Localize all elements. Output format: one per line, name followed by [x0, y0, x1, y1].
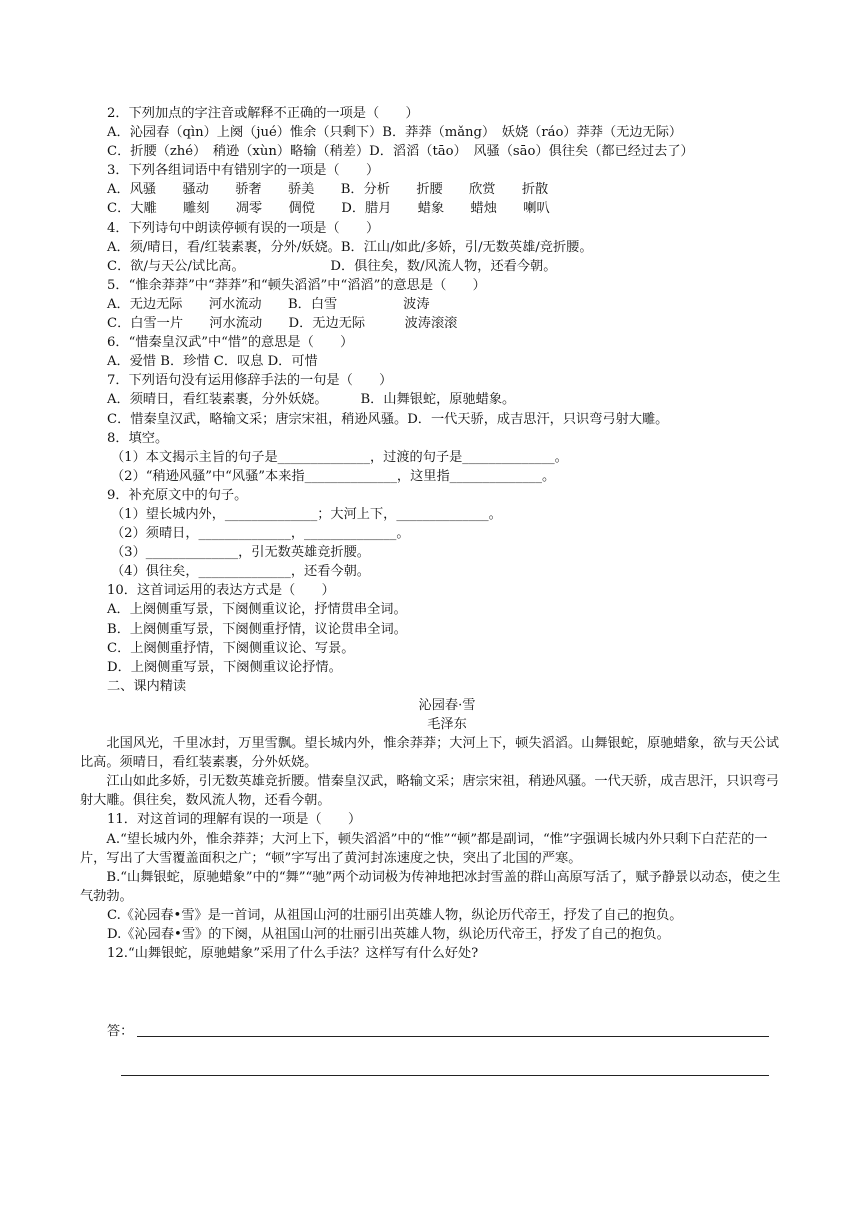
q10-option-c: C．上阕侧重抒情，下阕侧重议论、写景。 [107, 640, 355, 656]
q5-stem: 5．“惟余莽莽”中“莽莽”和“顿失滔滔”中“滔滔”的意思是（ ） [107, 277, 486, 293]
q6-options: A．爱惜 B．珍惜 C．叹息 D．可惜 [107, 354, 318, 370]
q9-blank-3[interactable]: （3）______________，引无数英雄竞折腰。 [111, 545, 370, 561]
q3-stem: 3．下列各组词语中有错别字的一项是（ ） [107, 163, 380, 179]
answer-label: 答： [107, 1024, 134, 1039]
q9-blank-1[interactable]: （1）望长城内外，______________；大河上下，______________。 [111, 506, 502, 522]
q10-stem: 10．这首词运用的表达方式是（ ） [107, 583, 335, 599]
q2-option-cd: C．折腰（zhé） 稍逊（xùn）略输（稍差）D．滔滔（tāo） 风骚（sāo）俱往矣（都已经过去了） [107, 144, 694, 160]
worksheet-body [80, 104, 787, 963]
q6-stem: 6．“惜秦皇汉武”中“惜”的意思是（ ） [107, 335, 354, 351]
section-heading-reading: 二、课内精读 [107, 678, 187, 694]
q11-option-b: B.“山舞银蛇，原驰蜡象”中的“舞”“驰”两个动词极为传神地把冰封雪盖的群山高原写活了，赋予静景以动态，使之生气勃勃。 [80, 869, 781, 904]
poem-author: 毛泽东 [427, 717, 467, 732]
q2-option-ab: A．沁园春（qìn）上阕（jué）惟余（只剩下）B．莽莽（mǎng） 妖娆（ráo）莽莽（无边无际） [107, 125, 683, 141]
q11-option-a: A.“望长城内外，惟余莽莽；大河上下，顿失滔滔”中的“惟”“顿”都是副词，“惟”字强调长城内外只剩下白茫茫的一片，写出了大雪覆盖面积之广；“顿”字写出了黄河封冻速度之快，突出了北国的严寒。 [80, 831, 768, 866]
q3-option-ab: A．风骚 骚动 骄奢 骄美 B．分析 折腰 欣赏 折散 [107, 182, 549, 198]
q2-stem: 2．下列加点的字注音或解释不正确的一项是（ ） [107, 106, 419, 121]
q11-option-d: D.《沁园春•雪》的下阕，从祖国山河的壮丽引出英雄人物，纵论历代帝王，抒发了自己的抱负。 [107, 927, 670, 943]
q4-stem: 4．下列诗句中朗读停顿有误的一项是（ ） [107, 220, 380, 236]
q4-option-cd: C．欲/与天公/试比高。 D．俱往矣，数/风流人物，还看今朝。 [107, 258, 557, 274]
q7-stem: 7．下列语句没有运用修辞手法的一句是（ ） [107, 373, 393, 389]
q12-answer-area[interactable] [107, 1020, 769, 1040]
q8-stem: 8．填空。 [107, 430, 169, 446]
q9-blank-2[interactable]: （2）须晴日，______________，______________。 [111, 526, 410, 542]
q8-blank-1[interactable]: （1）本文揭示主旨的句子是______________，过渡的句子是______________。 [111, 449, 568, 465]
q5-option-ab: A．无边无际 河水流动 B．白雪 波涛 [107, 296, 430, 312]
q9-blank-4[interactable]: （4）俱往矣，______________，还看今朝。 [111, 564, 370, 580]
answer-line-1[interactable] [137, 1036, 769, 1037]
q10-option-d: D．上阕侧重写景，下阕侧重议论抒情。 [107, 659, 342, 675]
poem-paragraph-1: 北国风光，千里冰封，万里雪飘。望长城内外，惟余莽莽；大河上下，顿失滔滔。山舞银蛇，原驰蜡象，欲与天公试比高。须晴日，看红装素裹，分外妖娆。 [80, 736, 779, 771]
q11-stem: 11．对这首词的理解有误的一项是（ ） [107, 812, 362, 828]
q4-option-ab: A．须/晴日，看/红装素裹，分外/妖娆。B．江山/如此/多娇，引/无数英雄/竞折腰。 [107, 239, 593, 255]
q12-stem: 12.“山舞银蛇，原驰蜡象”采用了什么手法？这样写有什么好处? [107, 946, 479, 962]
poem-paragraph-2: 江山如此多娇，引无数英雄竞折腰。惜秦皇汉武，略输文采；唐宗宋祖，稍逊风骚。一代天骄，成吉思汗，只识弯弓射大雕。俱往矣，数风流人物，还看今朝。 [80, 774, 779, 809]
q7-option-cd: C．惜秦皇汉武，略输文采；唐宗宋祖，稍逊风骚。D．一代天骄，成吉思汗，只识弯弓射大雕。 [107, 411, 669, 427]
poem-title: 沁园春·雪 [418, 697, 476, 713]
q10-option-a: A．上阕侧重写景，下阕侧重议论，抒情贯串全词。 [107, 602, 407, 618]
q5-option-cd: C．白雪一片 河水流动 D．无边无际 波涛滚滚 [107, 316, 458, 332]
answer-line-2[interactable] [121, 1075, 769, 1076]
q11-option-c: C.《沁园春•雪》是一首词，从祖国山河的壮丽引出英雄人物，纵论历代帝王，抒发了自己的抱负。 [107, 907, 683, 923]
q9-stem: 9．补充原文中的句子。 [107, 487, 248, 503]
q3-option-cd: C．大雕 雕刻 凋零 倜傥 D．腊月 蜡象 蜡烛 喇叭 [107, 201, 550, 217]
q8-blank-2[interactable]: （2）“稍逊风骚”中“风骚”本来指______________，这里指______________。 [111, 468, 556, 484]
q7-option-ab: A．须晴日，看红装素裹，分外妖娆。 B．山舞银蛇，原驰蜡象。 [107, 392, 516, 408]
q10-option-b: B．上阕侧重写景，下阕侧重抒情，议论贯串全词。 [107, 621, 407, 637]
